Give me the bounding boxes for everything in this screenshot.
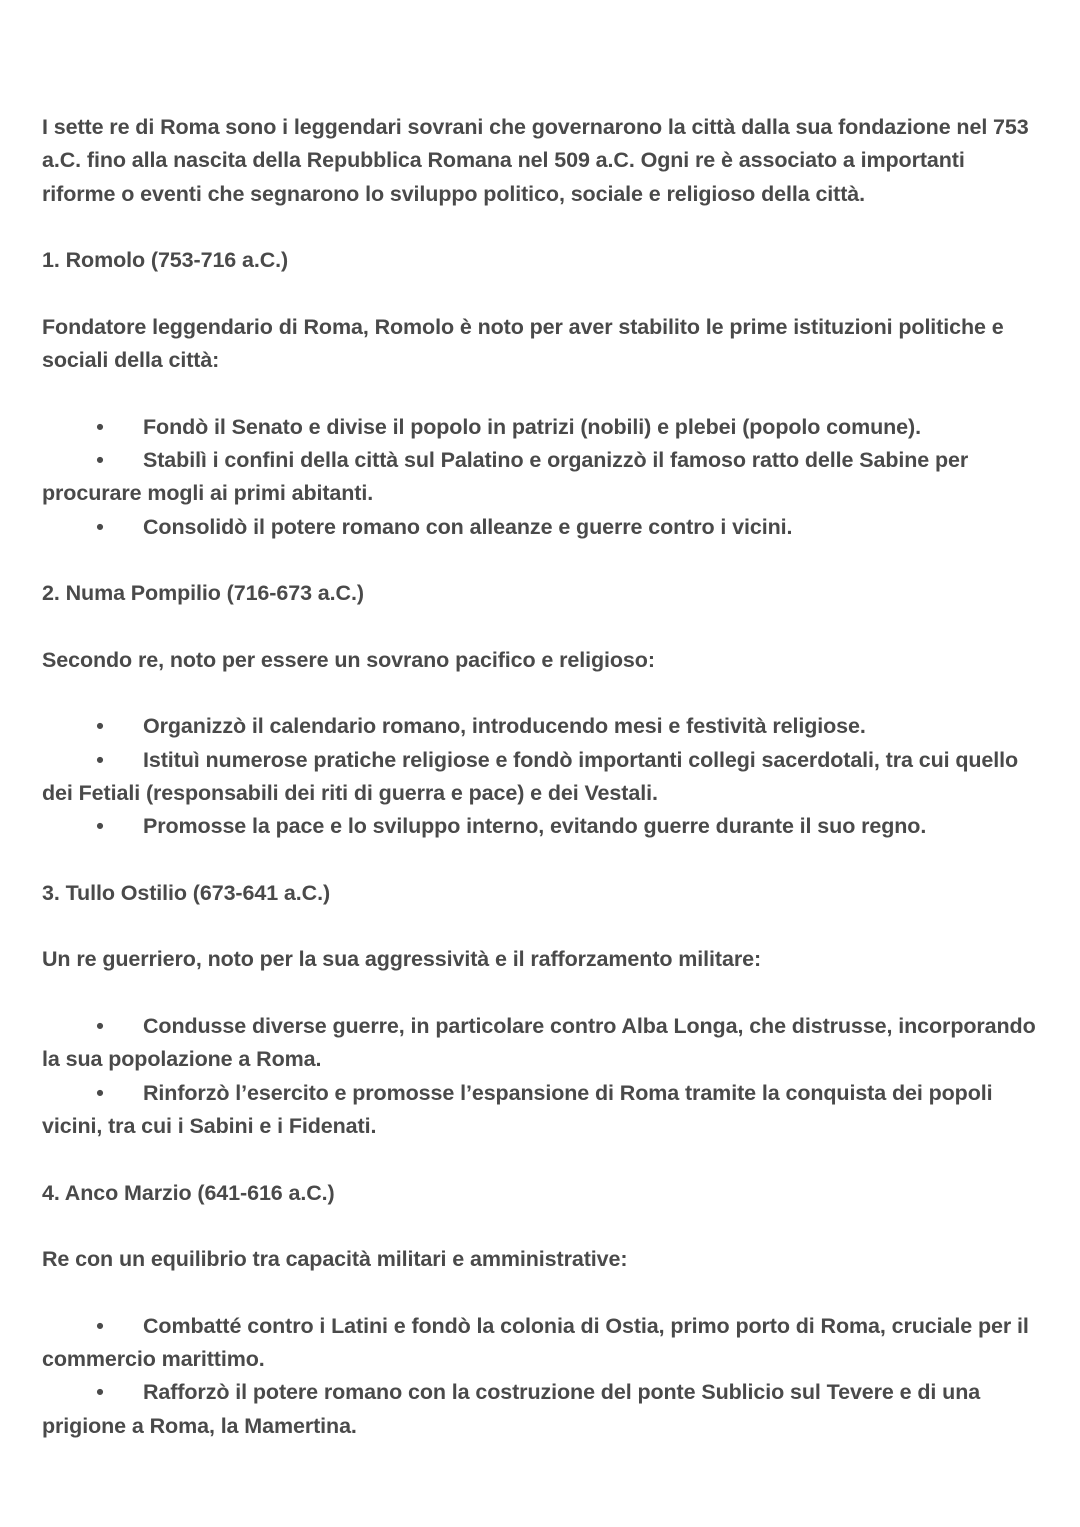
list-item [42,1376,1042,1443]
list-item-text: Combatté contro i Latini e fondò la colonia di Ostia, primo porto di Roma, cruciale per il commercio marittimo. [42,1313,1029,1371]
bullet-icon: • [96,747,104,772]
bullet-list [42,1310,1042,1443]
list-item-text: Stabilì i confini della città sul Palatino e organizzò il famoso ratto delle Sabine per procurare mogli ai primi abitanti. [42,447,969,506]
list-item [42,810,1042,843]
bullet-list [42,1010,1042,1143]
king-heading: 4. Anco Marzio (641-616 a.C.) [42,1180,335,1205]
king-heading: 3. Tullo Ostilio (673-641 a.C.) [42,880,331,905]
list-item [42,411,1042,444]
king-section-anco-marzio [42,1177,1042,1443]
bullet-icon: • [96,1080,104,1105]
king-description: Re con un equilibrio tra capacità militari e amministrative: [42,1247,628,1272]
bullet-icon: • [96,1380,104,1405]
king-description: Secondo re, noto per essere un sovrano pacifico e religioso: [42,647,655,672]
list-item-text: Istituì numerose pratiche religiose e fondò importanti collegi sacerdotali, tra cui quello dei Fetiali (responsabili dei riti di guerra e pace) e dei Vestali. [42,747,1019,805]
king-section-romolo [42,244,1042,544]
list-item-text: Fondò il Senato e divise il popolo in patrizi (nobili) e plebei (popolo comune). [143,414,921,439]
list-item [42,1310,1042,1377]
king-description: Fondatore leggendario di Roma, Romolo è noto per aver stabilito le prime istituzioni politiche e sociali della città: [42,314,1004,373]
bullet-list [42,411,1042,544]
list-item-text: Rafforzò il potere romano con la costruzione del ponte Sublicio sul Tevere e di una prigione a Roma, la Mamertina. [42,1380,981,1438]
king-section-tullo-ostilio [42,877,1042,1143]
bullet-icon: • [96,714,104,739]
intro-paragraph: I sette re di Roma sono i leggendari sovrani che governarono la città dalla sua fondazione nel 753 a.C. fino alla nascita della Repubblica Romana nel 509 a.C. Ogni re è associato a importanti riforme o eventi che segnarono lo sviluppo politico, sociale e religioso della città. [42,115,1029,206]
bullet-list [42,710,1042,843]
king-heading: 1. Romolo (753-716 a.C.) [42,248,289,273]
list-item-text: Consolidò il potere romano con alleanze e guerre contro i vicini. [143,514,793,539]
bullet-icon: • [96,447,104,472]
list-item-text: Promosse la pace e lo sviluppo interno, evitando guerre durante il suo regno. [143,814,927,839]
list-item [42,710,1042,743]
bullet-icon: • [96,814,104,839]
list-item [42,511,1042,544]
king-heading: 2. Numa Pompilio (716-673 a.C.) [42,581,364,606]
list-item [42,1077,1042,1144]
king-description: Un re guerriero, noto per la sua aggressività e il rafforzamento militare: [42,947,762,972]
list-item-text: Organizzò il calendario romano, introducendo mesi e festività religiose. [143,714,866,739]
king-section-numa-pompilio [42,577,1042,843]
list-item-text: Rinforzò l’esercito e promosse l’espansione di Roma tramite la conquista dei popoli vicini, tra cui i Sabini e i Fidenati. [42,1080,993,1138]
list-item [42,444,1042,511]
bullet-icon: • [96,414,104,439]
list-item-text: Condusse diverse guerre, in particolare contro Alba Longa, che distrusse, incorporando la sua popolazione a Roma. [42,1014,1036,1072]
bullet-icon: • [96,514,104,539]
document-body [42,111,1042,1476]
list-item [42,1010,1042,1077]
list-item [42,744,1042,811]
bullet-icon: • [96,1313,104,1338]
bullet-icon: • [96,1014,104,1039]
